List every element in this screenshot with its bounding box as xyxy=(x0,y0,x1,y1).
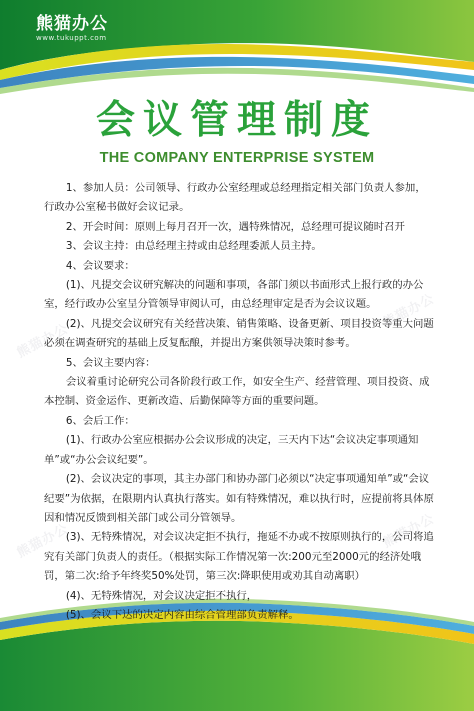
watermark: 熊猫办公 xyxy=(14,521,72,562)
paragraph: 6、会后工作： xyxy=(65,414,135,427)
paragraph: (2)、凡提交会议研究有关经营决策、销售策略、设备更新、项目投资等重大问题必须在调查研究的基础上反复酝酿，并提出方案供领导决策时参考。 xyxy=(44,317,434,350)
paragraph: 会议着重讨论研究公司各阶段行政工作，如安全生产、经营管理、项目投资、成本控制、资金运作、更新改造、后勤保障等方面的重要问题。 xyxy=(44,376,430,408)
paragraph: (2)、会议决定的事项，其主办部门和协办部门必须以“决定事项通知单”或“会议纪要”为依据，在限期内认真执行落实。如有特殊情况，难以执行时，应提前将具体原因和情况反馈到相关部门或公司分管领导。 xyxy=(44,473,434,524)
regulation-text xyxy=(44,179,436,625)
page-title: 会议管理制度 xyxy=(95,98,378,143)
paragraph: (5)、会议下达的决定内容由综合管理部负责解释。 xyxy=(65,608,299,621)
paragraph: (3)、无特殊情况，对会议决定拒不执行，拖延不办或不按原则执行的，公司将追究有关部门负责人的责任。（根据实际工作情况第一次:200元至2000元的经济处哦罚，第二次:给予年终奖50%处罚，第三次:降职使用或劝其自动离职） xyxy=(44,531,434,583)
page-subtitle: THE COMPANY ENTERPRISE SYSTEM xyxy=(99,150,375,166)
paragraph: (1)、凡提交会议研究解决的问题和事项，各部门须以书面形式上报行政的办公室，经行政办公室呈分管领导审阅认可，由总经理审定是否为会议议题。 xyxy=(44,279,424,311)
logo-url: www.tukuppt.com xyxy=(36,34,107,42)
paragraph: (4)、无特殊情况，对会议决定拒不执行， xyxy=(65,589,258,602)
logo xyxy=(36,14,108,42)
paragraph: 3、会议主持：由总经理主持或由总经理委派人员主持。 xyxy=(65,240,322,253)
logo-name: 熊猫办公 xyxy=(36,14,108,34)
paragraph: 2、开会时间：原则上每月召开一次，遇特殊情况，总经理可提议随时召开 xyxy=(65,220,405,233)
paragraph: 1、参加人员：公司领导、行政办公室经理或总经理指定相关部门负责人参加，行政办公室秘书做好会议记录。 xyxy=(44,182,426,214)
watermark: 熊猫办公 xyxy=(380,291,438,332)
paragraph: 5、会议主要内容： xyxy=(65,356,156,369)
watermark: 熊猫办公 xyxy=(380,511,438,552)
watermark: 熊猫办公 xyxy=(14,321,72,362)
paragraph: (1)、行政办公室应根据办公会议形成的决定，三天内下达“会议决定事项通知单”或“办公会议纪要”。 xyxy=(44,434,419,466)
paragraph: 4、会议要求： xyxy=(65,259,135,272)
